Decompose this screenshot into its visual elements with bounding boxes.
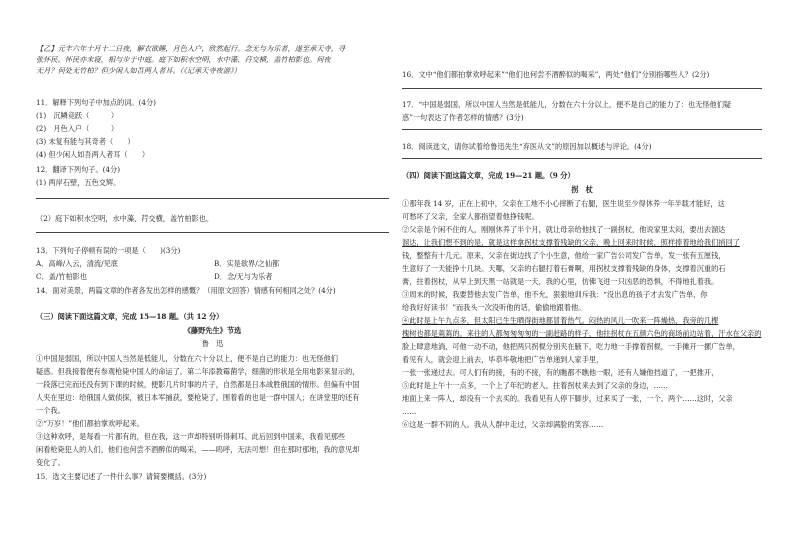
passage-3-line: ②“万岁！”他们都拍掌欢呼起来。	[36, 419, 144, 428]
passage-4-line: ①那年我 14 岁，正在上初中，父亲在工地不小心摔断了右腿，医生说至少得休养一年半载才能好，这	[402, 199, 725, 208]
question-11: 11．解释下列句子中加点的词。(4分)	[36, 98, 156, 107]
section-4-heading: （四）阅读下面这篇文章，完成 19—21 题。（9 分）	[402, 171, 575, 180]
question-12: 12．翻译下列句子。(4分)	[36, 165, 121, 174]
q13-option-a: A．高峰/入云，清流/见底	[36, 259, 118, 268]
answer-line	[402, 129, 762, 130]
q12-item-1: (1) 两岸石壁，五色交辉。	[36, 178, 121, 187]
passage-4-line: ……	[402, 407, 417, 416]
question-16: 16．文中“他们都拍掌欢呼起来”“他们也何尝不酒醉似的喝采”，两处“他们”分别指哪些人？(2分)	[402, 70, 710, 79]
passage-4-line: 可愁坏了父亲，全家人都指望着他挣钱呢。	[402, 212, 539, 221]
question-13: 13．下列句子停顿有误的一项是（ )(3分)	[36, 246, 181, 255]
passage-4-line: 槐树也都是蔫蔫的。来往的人都匆匆匆匆的一副赶路的样子，他拄拐杖在五颜六色的商场前边站着，汗水在父亲的	[402, 329, 762, 338]
passage-b-line-1: 【乙】元丰六年十月十二日夜，解衣欲睡，月色入户，欣然起行。念无与为乐者，遂至承天寺，寻	[36, 44, 346, 53]
question-18: 18．阅读选文，请你试着给鲁迅先生“弃医从文”的原因加以概述与评论。(4分)	[402, 142, 652, 151]
passage-4-line: 一张一张递过去。可人们有的接，有的不接，有的瞧都不瞧他一眼，还有人嫌他挡道了，一把推开，	[402, 368, 719, 377]
answer-line	[36, 198, 389, 199]
q12-item-2: （2）庭下如积水空明，水中藻、荇交横，盖竹柏影也。	[36, 214, 214, 223]
passage-4-line: 地面上来一阵人，却没有一个去买的。我看见有人停下脚步，过来买了一张，一个、两个……这时，父亲	[402, 394, 733, 403]
q13-option-c: C．盖/竹柏影也	[36, 272, 88, 281]
q13-option-b: B．实是欲界/之仙都	[214, 259, 280, 268]
passage-3-line: 一个我。	[36, 406, 65, 415]
passage-3-line: ①中国是弱国，所以中国人当然是低能儿，分数在六十分以上，便不是自己的能力：也无怪他们	[36, 354, 338, 363]
question-15: 15．选文主要记述了一件什么事？请简要概括。(3分)	[36, 472, 207, 481]
section-3-heading: （三）阅读下面这篇文章，完成 15—18 题。（共 12 分）	[36, 312, 224, 321]
question-14: 14．面对美景，两篇文章的作者各发出怎样的感慨？（用原文回答）情感有何相同之处？(4分)	[36, 286, 336, 295]
passage-3-title: 《藤野先生》节选	[183, 326, 242, 335]
answer-line	[402, 158, 762, 159]
passage-3-line: 人夹在里边：给俄国人做侦探，被日本军捕获，要枪毙了，围着看的也是一群中国人；在讲堂里的还有	[36, 393, 360, 402]
passage-4-line: ③周末的时候，我要替他去发广告单，他不允，狠狠地训斥我：“没出息的孩子才去发广告单，你	[402, 290, 708, 299]
answer-line	[36, 232, 389, 233]
passage-4-line: 脸上肆意地淌，可他一动不动，他把两只拐棍分别夹在腋下，吃力地一手撑着拐棍，一手摊开一摞广告单，	[402, 342, 740, 351]
passage-3-line: 一段落已完而还没有到下课的时候，便影几片时事的片子，自然都是日本战胜俄国的情形。但偏有中国	[36, 380, 360, 389]
passage-4-line: ⑤此时是上午十一点多，一个上了年纪的老人，拄着拐杖来去到了父亲的身边，……	[402, 381, 668, 390]
q11-item-1: (1) 沉鳞竞跃（ ）	[36, 111, 119, 120]
passage-b-line-2: 张怀民。怀民亦未寝，相与步于中庭。庭下如积水空明，水中藻、荇交横，盖竹柏影也。何夜	[36, 55, 331, 64]
passage-4-title: 拐 杖	[571, 185, 593, 194]
q13-option-d: D．念/无与为乐者	[214, 272, 273, 281]
passage-4-line: 给我好好读书！”而我头一次没听他的话，偷偷地跟着他。	[402, 303, 586, 312]
q11-item-3: (3) 未复有能与其奇者（ ）	[36, 137, 135, 146]
passage-4-line: ⑥这是一群不同的人。我从人群中走过，父亲却满脸的笑容……	[402, 420, 604, 429]
passage-3-author: 鲁 迅	[201, 339, 224, 348]
passage-4-line: 钱，整整有十几元。原来，父亲在街边找了个小生意，他给一家广告公司发广告单，发一张有五厘钱，	[402, 251, 726, 260]
passage-3-line: ③这种欢呼，是每看一片都有的，但在我，这一声却特别听得刺耳。此后回到中国来，我看见那些	[36, 432, 346, 441]
question-17-line-1: 17．“中国是弱国，所以中国人当然是低能儿，分数在六十分以上，便不是自己的能力了：也无怪他们疑	[402, 100, 732, 109]
q11-item-4: (4) 但少闲人如吾两人者耳（ ）	[36, 150, 150, 159]
passage-4-line: 生意好了一天能挣十几块。天哪，父亲的右腿打着石膏啊，用拐杖支撑着残缺的身体，支撑着沉重的石	[402, 264, 726, 273]
answer-line	[402, 88, 762, 89]
passage-4-line: 溜达，让我们想不到的是，就是这样拿拐杖支撑着残缺的父亲，晚上回来时时候，照样捧着地给我们捎回了	[402, 238, 740, 247]
passage-4-line: ②父亲是个闲不住的人，刚刚休养了半个月，就让母亲给他找了一副拐杖，他说家里太闷，要出去溜达	[402, 225, 726, 234]
passage-4-line: 膏，拄着拐杖，从早上到天黑一站就是一天，我的心里，仿佛飞进一只凶恶的恐惧，不得地扎着我。	[402, 277, 719, 286]
passage-b-line-3: 无月？何处无竹柏？但少闲人如吾两人者耳。（《记承天寺夜游》）	[36, 66, 241, 75]
passage-4-line: ④此时是上午九点多，但太阳已生生晒得街地都冒着热气。闷热的风儿一吹来一阵燥热，我旁的几棵	[402, 316, 719, 325]
q11-item-2: (2) 月色入户（ ）	[36, 124, 119, 133]
passage-3-line: 变化了。	[36, 458, 65, 467]
passage-4-line: 看见有人，就会迎上前去，毕恭毕敬地把广告单递到人家手里，	[402, 355, 604, 364]
passage-3-line: 闲看枪毙犯人的人们，他们也何尝不酒醉似的喝采，——呜呼，无法可想！但在那时那地，我的意见却	[36, 445, 360, 454]
question-17-line-2: 惑”一句表达了作者怎样的情感？(3分)	[402, 113, 524, 122]
passage-3-line: 疑惑。但我接着便有参观枪毙中国人的命运了。第二年添教霉菌学，细菌的形状是全用电影来显示的，	[36, 367, 360, 376]
